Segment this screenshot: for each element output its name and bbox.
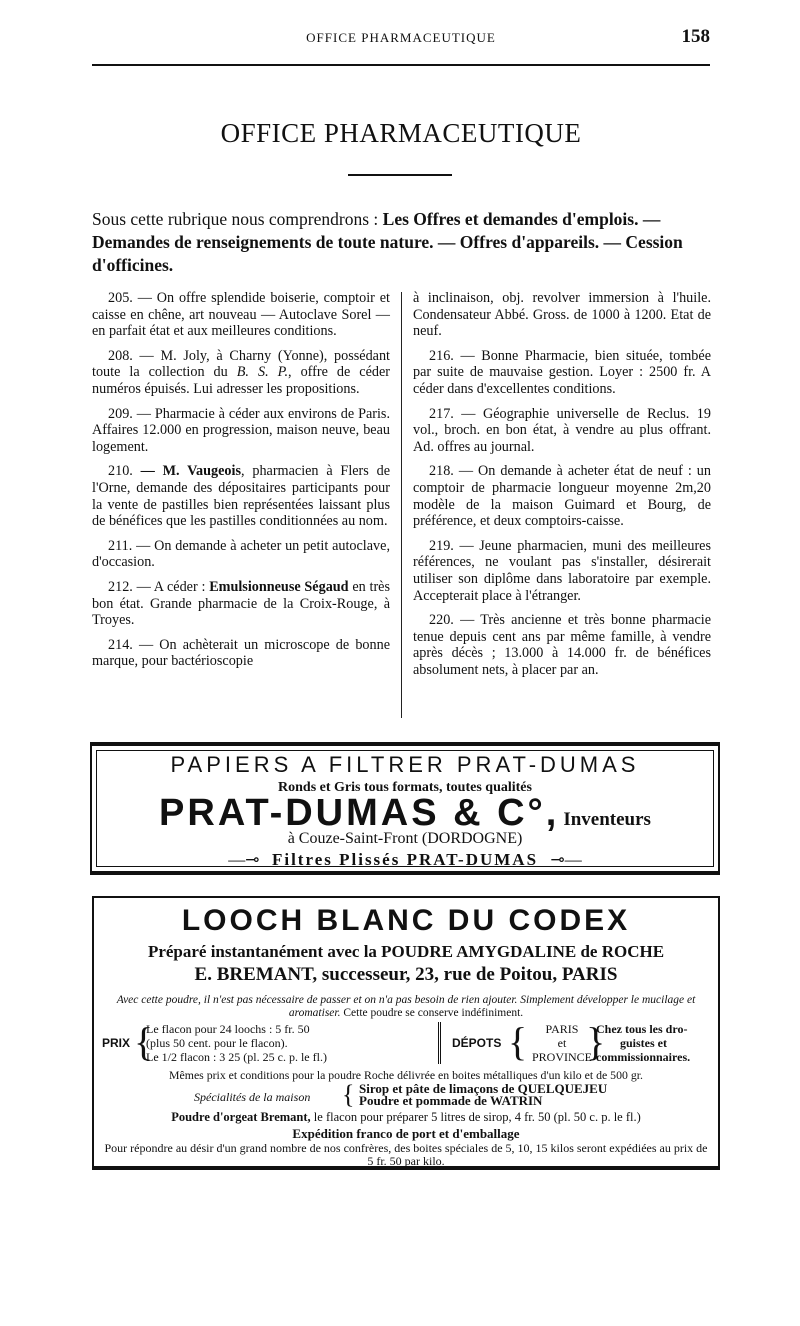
advert-address: E. BREMANT, successeur, 23, rue de Poitou, PARIS [194,964,618,985]
listing-211 [92,538,390,571]
listing-208 [92,348,390,398]
advert-tagline: Filtres Plissés PRAT-DUMAS [271,850,539,869]
listing-209 [92,406,390,456]
price-line: Le 1/2 flacon : 3 25 (pl. 25 c. p. le fl.) [146,1050,327,1064]
depot-place: et [557,1036,567,1050]
advert-filtres-prat-dumas [90,742,720,875]
brace-icon: { [134,1019,154,1064]
listing-number: 211. [108,537,133,554]
listing-number: 214. [108,636,133,653]
listing-text: — On demande à acheter un petit autoclave, d'occasion. [92,537,390,571]
listing-bold: — M. Vaugeois [132,463,241,480]
listing-number: 220. [429,612,454,629]
intro-text: Sous cette rubrique nous comprendrons : [92,209,383,229]
listing-text: — Jeune pharmacien, muni des meilleures références, ne voulant pas s'installer, désirerait utiliser son diplôme dans laboratoire par exemple. Accepterait place à l'étranger. [413,537,711,604]
listing-text: — Bonne Pharmacie, bien située, tombée par suite de mauvaise gestion. Loyer : 2500 fr. A céder dans d'excellentes conditions. [413,347,711,397]
specialites-items [359,1083,659,1107]
advert-subline: Préparé instantanément avec la POUDRE AMYGDALINE de ROCHE [147,942,665,961]
listing-text: — On demande à acheter état de neuf : un comptoir de pharmacie longueur moyenne 2m,20 modèle de la maison Guimard et Bourg, de préférence, et deux comptoirs-caisse. [413,463,711,530]
listing-text: — On achèterait un microscope de bonne marque, pour bactérioscopie [92,636,390,670]
page-title: OFFICE PHARMACEUTIQUE [220,118,582,148]
vendor-line: commissionnaires. [596,1050,691,1064]
left-column [92,290,390,678]
advert-footer: Pour répondre au désir d'un grand nombre de nos confrères, des boites spéciales de 5, 10, 15 kilos seront expédiées au prix de 5 fr. 50 par kilo. [104,1141,708,1168]
title-rule [348,174,452,176]
depot-place: PARIS [545,1022,579,1036]
arrow-left-icon: —⊸ [228,850,260,869]
advert-instructions-text: Cette poudre se conserve indéfiniment. [340,1007,524,1019]
advert-instructions-italic: Avec cette poudre, il n'est pas nécessaire de passer et on n'a pas besoin de rien ajouter. Simplement développer le mucilage et aromatiser. [116,994,696,1019]
price-divider [438,1022,445,1064]
listing-number: 212. [108,578,133,595]
advert-orgeat-bold: Poudre d'orgeat Bremant, [171,1110,311,1124]
listing-text: , offre de céder numéros épuisés. Lui adresser les propositions. [92,364,390,397]
listing-text: — M. Joly, à Charny (Yonne), possédant toute la collection du [92,347,390,381]
listing-text: , pharmacien à Flers de l'Orne, demande des dépositaires participants pour la vente de pastilles bien représentées laissant plus de bénéfices que les pastilles conditionnées au nom. [92,463,391,530]
listing-text: — Très ancienne et très bonne pharmacie tenue depuis cent ans par même famille, à vendre après décès ; 13.000 à 14.000 fr. de bénéfices absolument nets, à placer par an. [413,612,711,678]
advert-orgeat-text: le flacon pour préparer 5 litres de sirop, 4 fr. 50 (pl. 50 c. p. le fl.) [310,1110,641,1124]
listing-212 [92,579,390,629]
listing-number: 205. [108,290,133,306]
price-lines [146,1022,446,1064]
intro-bold-text: Les Offres et demandes d'emplois. — Demandes de renseignements de toute nature. — Offres d'appareils. — Cession d'officines. [92,209,683,275]
brace-icon: { [508,1019,528,1064]
listing-217 [413,406,711,456]
listing-text: en très bon état. Grande pharmacie de la Croix-Rouge, à Troyes. [92,578,390,629]
advert-orgeat [94,1110,718,1125]
listing-italic: B. S. P. [236,364,289,381]
price-line: Le flacon pour 24 loochs : 5 fr. 50 [146,1022,310,1036]
listing-text: — Pharmacie à céder aux environs de Paris. Affaires 12.000 en progression, maison neuve, beau logement. [92,405,390,455]
listing-number: 216. [429,347,454,364]
arrow-right-icon: ⊸— [550,850,582,869]
brace-icon: } [586,1019,606,1064]
listing-number: 219. [429,537,454,554]
advert-headline: PAPIERS A FILTRER PRAT-DUMAS [170,752,640,777]
specialite-item: Poudre et pommade de WATRIN [359,1093,543,1108]
prix-label: PRIX [102,1036,131,1050]
listing-218 [413,463,711,529]
advert-brand-line [92,792,718,835]
price-line: (plus 50 cent. pour le flacon). [146,1036,288,1050]
right-column [413,290,711,686]
listing-text: — On offre splendide boiserie, comptoir et caisse en chêne, art nouveau — Autoclave Sorel — en parfait état et aux meilleures conditions. [92,290,390,340]
listing-number: 218. [429,463,454,480]
advert-instructions [104,994,708,1020]
page-number: 158 [681,26,710,47]
header-rule [92,64,710,66]
listing-number: 217. [429,405,454,422]
listing-number: 210. [108,463,133,480]
intro-paragraph [92,208,710,277]
listing-bold: Emulsionneuse Ségaud [209,578,349,595]
specialites-label: Spécialités de la maison [194,1090,311,1104]
advert-headline: LOOCH BLANC DU CODEX [181,904,631,937]
advert-brand: PRAT-DUMAS & C°, [159,792,560,834]
advert-tagline-line [92,850,718,870]
vendor-line: guistes et [620,1036,667,1050]
listing-216 [413,348,711,398]
advert-subline: Ronds et Gris tous formats, toutes qualités [278,780,532,795]
listing-text: — Géographie universelle de Reclus. 19 vol., broch. en bon état, à vendre au plus offrant. Ad. offres au journal. [413,405,711,455]
listing-205 [92,290,390,340]
advert-expedition: Expédition franco de port et d'emballage [292,1126,520,1141]
brace-icon: { [342,1080,355,1109]
advert-conditions: Mêmes prix et conditions pour la poudre Roche délivrée en boites métalliques d'un kilo et de 500 gr. [169,1068,643,1082]
listing-220 [413,612,711,678]
depots-label: DÉPOTS [452,1036,502,1050]
price-block [102,1019,702,1066]
running-header [92,26,710,56]
listing-210 [92,463,390,529]
listing-number: 208. [108,347,133,364]
listing-214-continued: à inclinaison, obj. revolver immersion à l'huile. Condensateur Abbé. Gross. de 1000 à 1200. Etat de neuf. [413,290,711,340]
listing-214 [92,637,390,670]
depot-place: PROVINCE [531,1050,592,1064]
listing-219 [413,538,711,604]
advert-looch-blanc [92,896,720,1170]
listing-text: — A céder : [132,578,210,595]
advert-inventeurs: Inventeurs [563,809,651,830]
vendor-line: Chez tous les dro- [596,1022,688,1036]
listing-number: 209. [108,405,133,422]
running-title: OFFICE PHARMACEUTIQUE [306,30,496,45]
specialite-item: Sirop et pâte de limaçons de QUELQUEJEU [359,1081,608,1096]
advert-location: à Couze-Saint-Front (DORDOGNE) [287,830,523,847]
column-divider [401,292,402,718]
depot-vendors [596,1022,716,1064]
